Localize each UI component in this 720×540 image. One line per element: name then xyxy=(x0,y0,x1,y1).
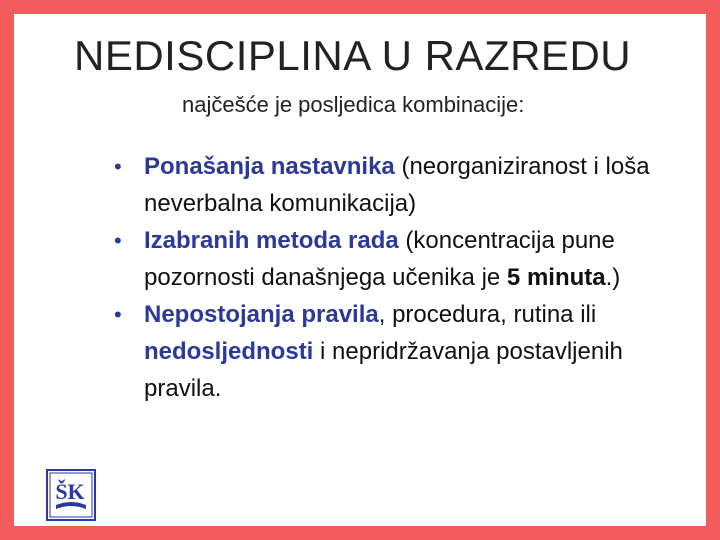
bullet-highlight-2: nedosljednosti xyxy=(144,338,314,365)
bullet-text-end: i nepridržavanja postavljenih pravila. xyxy=(144,338,623,402)
bullet-highlight: Nepostojanja pravila xyxy=(144,301,379,328)
bullet-icon: • xyxy=(114,154,122,179)
bullet-text-end: .) xyxy=(605,264,621,291)
bullet-list xyxy=(110,148,702,407)
slide xyxy=(14,14,706,526)
svg-text:ŠK: ŠK xyxy=(55,479,85,504)
slide-subtitle: najčešće je posljedica kombinacije: xyxy=(182,92,525,117)
bullet-highlight: Izabranih metoda rada xyxy=(144,227,399,254)
bullet-icon: • xyxy=(114,228,122,253)
list-item xyxy=(110,296,702,407)
sk-logo-icon xyxy=(46,469,96,521)
bullet-text: , procedura, rutina ili xyxy=(378,301,597,328)
slide-title: NEDISCIPLINA U RAZREDU xyxy=(74,32,632,79)
list-item xyxy=(110,222,702,296)
bullet-text: (koncentracija pune pozornosti današnjega učenika je xyxy=(144,227,615,291)
bullet-text: (neorganiziranost i loša neverbalna komunikacija) xyxy=(144,153,650,217)
bullet-bold-text: 5 minuta xyxy=(506,264,606,291)
bullet-icon: • xyxy=(114,302,122,327)
bullet-highlight: Ponašanja nastavnika xyxy=(144,153,395,180)
list-item xyxy=(110,148,702,222)
